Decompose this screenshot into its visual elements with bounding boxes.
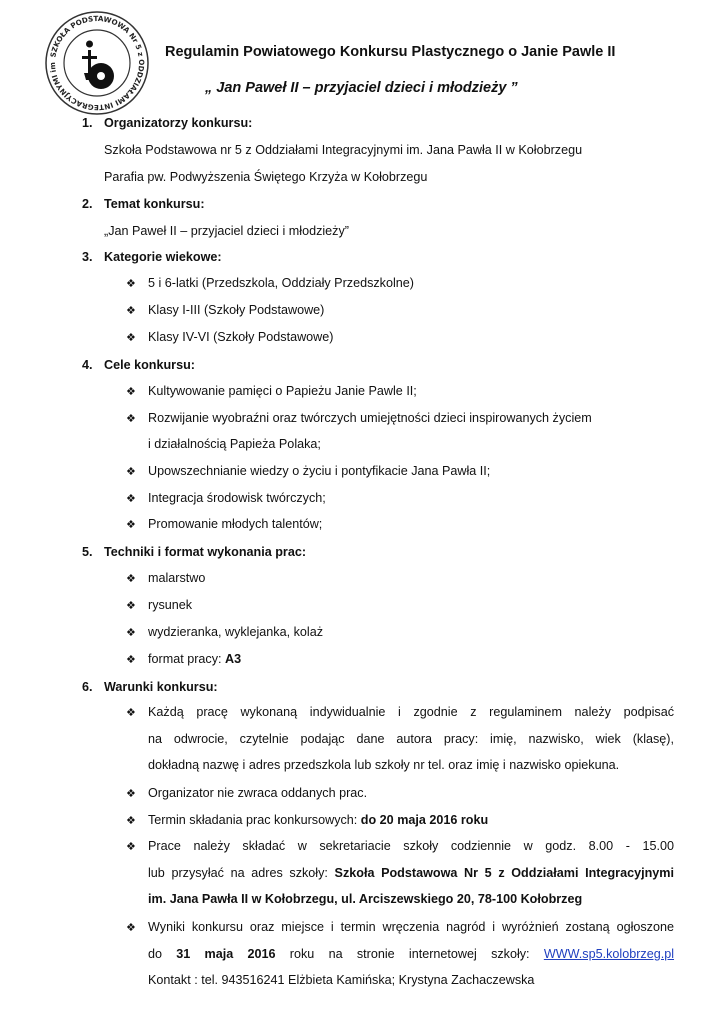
list-item-text: Upowszechnianie wiedzy o życiu i pontyfikacie Jana Pawła II; bbox=[148, 464, 491, 478]
text-line: Prace należy składać w sekretariacie szkoły codziennie w godz. 8.00 - 15.00 bbox=[148, 839, 674, 853]
diamond-bullet-icon: ❖ bbox=[126, 573, 136, 585]
diamond-bullet-icon: ❖ bbox=[126, 493, 136, 505]
list-item-text: rysunek bbox=[148, 598, 193, 612]
section-age-categories-heading bbox=[82, 250, 222, 264]
document-title: Regulamin Powiatowego Konkursu Plastycznego o Janie Pawle II bbox=[165, 44, 616, 60]
address-intro: lub przysyłać na adres szkoły: bbox=[148, 865, 335, 880]
list-item-text: wydzieranka, wyklejanka, kolaż bbox=[148, 625, 323, 639]
contact-line: Kontakt : tel. 943516241 Elżbieta Kamińska; Krystyna Zachaczewska bbox=[148, 973, 535, 988]
document-subtitle: „ Jan Paweł II – przyjaciel dzieci i młodzieży ” bbox=[205, 80, 518, 96]
diamond-bullet-icon: ❖ bbox=[126, 654, 136, 666]
section-title: Organizatorzy konkursu: bbox=[104, 116, 253, 130]
list-item-text: Klasy I-III (Szkoły Podstawowe) bbox=[148, 303, 325, 317]
school-seal-icon bbox=[44, 10, 150, 116]
section-number: 4. bbox=[82, 358, 93, 372]
list-item-text bbox=[148, 699, 674, 779]
organizer-line: Szkoła Podstawowa nr 5 z Oddziałami Integracyjnymi im. Jana Pawła II w Kołobrzegu bbox=[104, 143, 583, 157]
list-item-text: Organizator nie zwraca oddanych prac. bbox=[148, 786, 368, 800]
topic-line: „Jan Paweł II – przyjaciel dzieci i młodzieży” bbox=[104, 224, 349, 238]
list-item-text bbox=[148, 833, 674, 913]
section-number: 3. bbox=[82, 250, 93, 264]
section-number: 6. bbox=[82, 680, 93, 694]
diamond-bullet-icon: ❖ bbox=[126, 386, 136, 398]
list-item-text: i działalnością Papieża Polaka; bbox=[148, 437, 321, 451]
logo-ring-text: SZKOŁA PODSTAWOWA Nr 5 z ODDZIAŁAMI INTEGRACYJNYMI im bbox=[47, 13, 147, 113]
list-item-text bbox=[148, 646, 674, 673]
school-website-link[interactable]: WWW.sp5.kolobrzeg.pl bbox=[543, 946, 675, 961]
text-line: Wyniki konkursu oraz miejsce i termin wręczenia nagród i wyróżnień zostaną ogłoszone bbox=[148, 920, 674, 934]
section-title: Kategorie wiekowe: bbox=[104, 250, 222, 264]
section-topic-heading bbox=[82, 197, 205, 211]
school-logo bbox=[44, 10, 150, 116]
list-item-text bbox=[148, 914, 674, 994]
diamond-bullet-icon: ❖ bbox=[126, 788, 136, 800]
text-line bbox=[148, 860, 674, 887]
section-title: Techniki i format wykonania prac: bbox=[104, 545, 307, 559]
text-line: Każdą pracę wykonaną indywidualnie i zgodnie z regulaminem należy podpisać bbox=[148, 705, 674, 719]
section-organizers-heading bbox=[82, 116, 252, 130]
list-item-text: Rozwijanie wyobraźni oraz twórczych umiejętności dzieci inspirowanych życiem bbox=[148, 411, 592, 425]
diamond-bullet-icon: ❖ bbox=[126, 332, 136, 344]
text-line: na odwrocie, czytelnie podając dane autora pracy: imię, nazwisko, wiek (klasę), bbox=[148, 731, 674, 746]
diamond-bullet-icon: ❖ bbox=[126, 278, 136, 290]
results-date: 31 maja 2016 bbox=[176, 946, 276, 961]
diamond-bullet-icon: ❖ bbox=[126, 519, 136, 531]
list-item-text bbox=[148, 807, 674, 834]
list-item-text: Klasy IV-VI (Szkoły Podstawowe) bbox=[148, 330, 334, 344]
address-school-name: Szkoła Podstawowa Nr 5 z Oddziałami Integracyjnymi bbox=[334, 865, 674, 880]
diamond-bullet-icon: ❖ bbox=[126, 305, 136, 317]
text-line bbox=[148, 941, 674, 968]
list-item-text: Integracja środowisk twórczych; bbox=[148, 491, 326, 505]
text-line: dokładną nazwę i adres przedszkola lub szkoły nr tel. oraz imię i nazwisko opiekuna. bbox=[148, 758, 620, 773]
address-line: im. Jana Pawła II w Kołobrzegu, ul. Arciszewskiego 20, 78-100 Kołobrzeg bbox=[148, 892, 583, 907]
diamond-bullet-icon: ❖ bbox=[126, 413, 136, 425]
section-title: Cele konkursu: bbox=[104, 358, 195, 372]
diamond-bullet-icon: ❖ bbox=[126, 707, 136, 719]
section-number: 2. bbox=[82, 197, 93, 211]
results-intro: do bbox=[148, 946, 177, 961]
diamond-bullet-icon: ❖ bbox=[126, 922, 136, 934]
list-item-text: 5 i 6-latki (Przedszkola, Oddziały Przedszkolne) bbox=[148, 276, 414, 290]
list-item-text: malarstwo bbox=[148, 571, 206, 585]
diamond-bullet-icon: ❖ bbox=[126, 466, 136, 478]
diamond-bullet-icon: ❖ bbox=[126, 841, 136, 853]
section-title: Temat konkursu: bbox=[104, 197, 205, 211]
list-item-text: Promowanie młodych talentów; bbox=[148, 517, 323, 531]
organizer-line: Parafia pw. Podwyższenia Świętego Krzyża w Kołobrzegu bbox=[104, 170, 428, 184]
section-number: 5. bbox=[82, 545, 93, 559]
deadline-label: Termin składania prac konkursowych: bbox=[148, 813, 361, 827]
section-number: 1. bbox=[82, 116, 93, 130]
section-conditions-heading bbox=[82, 680, 218, 694]
results-mid: roku na stronie internetowej szkoły: bbox=[275, 946, 544, 961]
list-item-text: Kultywowanie pamięci o Papieżu Janie Pawle II; bbox=[148, 384, 417, 398]
format-label: format pracy: bbox=[148, 652, 225, 666]
diamond-bullet-icon: ❖ bbox=[126, 627, 136, 639]
diamond-bullet-icon: ❖ bbox=[126, 600, 136, 612]
deadline-value: do 20 maja 2016 roku bbox=[360, 813, 489, 827]
section-goals-heading bbox=[82, 358, 195, 372]
section-techniques-heading bbox=[82, 545, 306, 559]
format-value: A3 bbox=[224, 652, 242, 666]
section-title: Warunki konkursu: bbox=[104, 680, 218, 694]
diamond-bullet-icon: ❖ bbox=[126, 815, 136, 827]
